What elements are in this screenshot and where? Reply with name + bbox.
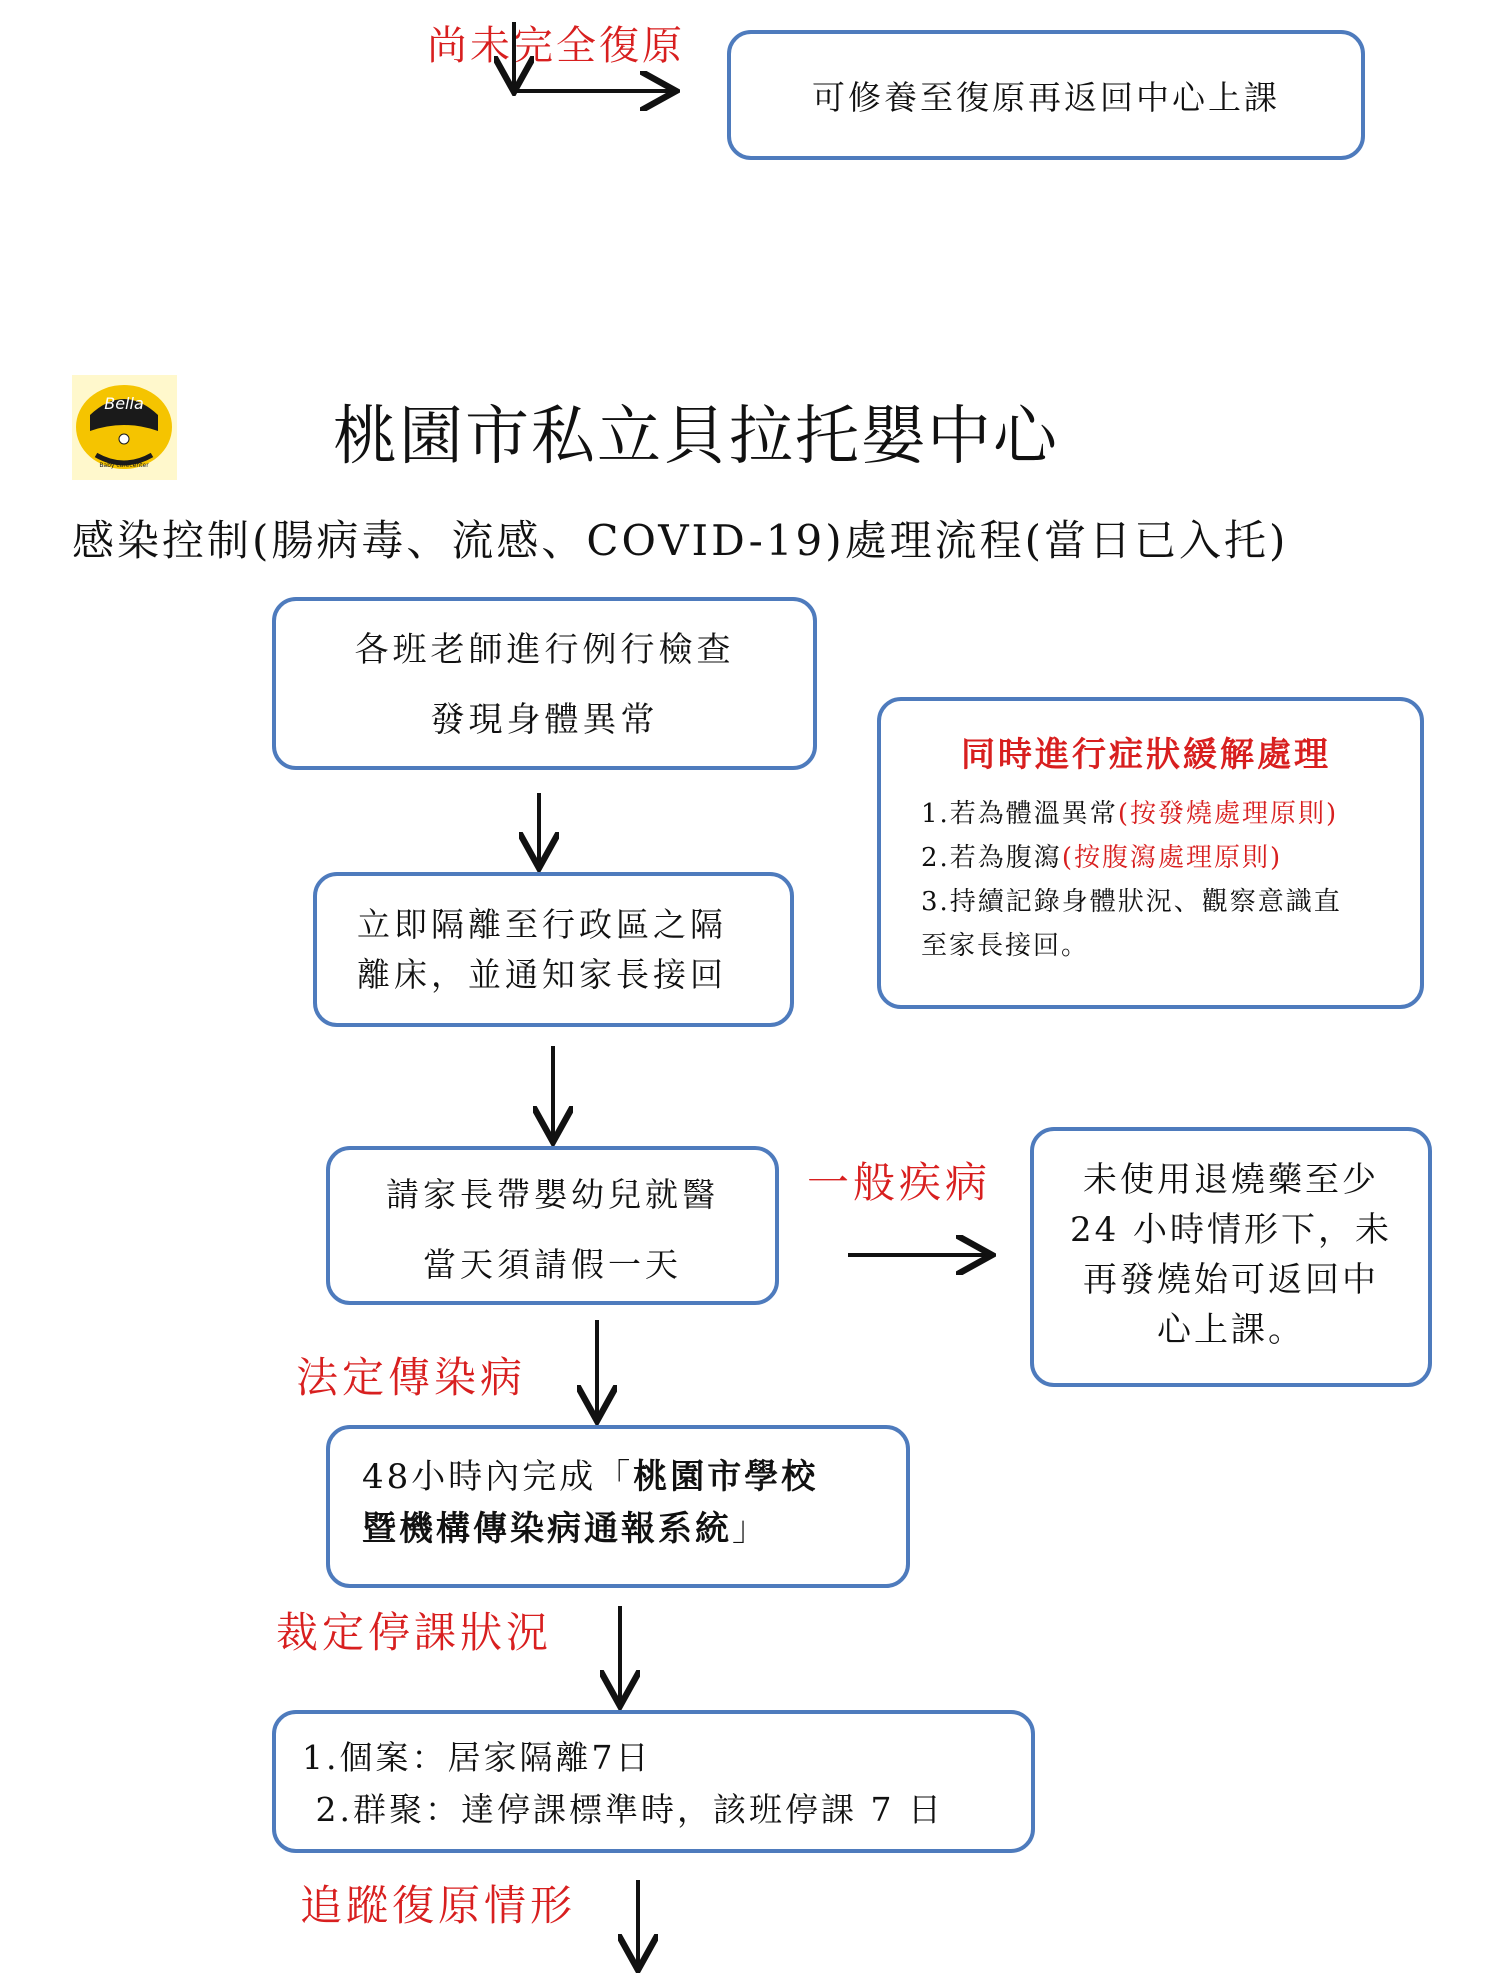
symptom-relief-title: 同時進行症狀緩解處理	[961, 735, 1331, 775]
label-not-recovered: 尚未完全復原	[427, 23, 685, 69]
flow-title: 感染控制(腸病毒、流感、COVID-19)處理流程(當日已入托)	[72, 516, 1289, 565]
label-track-recovery: 追蹤復原情形	[300, 1881, 577, 1930]
report-line-1-prefix: 48小時內完成「	[362, 1457, 634, 1497]
isolate-line-1: 立即隔離至行政區之隔	[357, 905, 727, 944]
see-doctor-line-2: 當天須請假一天	[423, 1245, 682, 1284]
report-line-2-suffix: 」	[732, 1509, 769, 1549]
routine-check-line-2: 發現身體異常	[430, 700, 659, 740]
box-rest-until-recovered-text: 可修養至復原再返回中心上課	[812, 77, 1280, 117]
routine-check-line-1: 各班老師進行例行檢查	[354, 630, 735, 670]
suspension-rule-2: 2.群聚：達停課標準時，該班停課 7 日	[302, 1790, 944, 1829]
label-general-illness: 一般疾病	[807, 1158, 992, 1207]
relief-item-1-note: (按發燒處理原則)	[1117, 799, 1339, 829]
fever-rule-line-1: 未使用退燒藥至少	[1083, 1160, 1379, 1200]
fever-rule-line-3: 再發燒始可返回中	[1083, 1260, 1379, 1300]
logo-text: Bella	[104, 394, 144, 413]
report-line-1-bold: 桃園市學校	[633, 1457, 819, 1497]
logo-subtext: Baby carecenter	[99, 462, 149, 469]
fever-rule-line-4: 心上課。	[1157, 1310, 1305, 1350]
relief-item-3-line-2: 至家長接回。	[921, 931, 1090, 961]
see-doctor-line-1: 請家長帶嬰幼兒就醫	[386, 1175, 719, 1214]
suspension-rule-1: 1.個案：居家隔離7日	[302, 1738, 652, 1777]
isolate-line-2: 離床，並通知家長接回	[357, 955, 727, 994]
relief-item-2-note: (按腹瀉處理原則)	[1061, 843, 1283, 873]
report-line-2-bold: 暨機構傳染病通報系統	[362, 1509, 732, 1549]
label-notifiable-disease: 法定傳染病	[296, 1353, 527, 1402]
label-suspension-decision: 裁定停課狀況	[276, 1608, 553, 1657]
relief-item-2-text: 2.若為腹瀉	[921, 843, 1062, 873]
org-title: 桃園市私立貝拉托嬰中心	[333, 400, 1059, 474]
relief-item-3-line-1: 3.持續記錄身體狀況、觀察意識直	[921, 887, 1342, 917]
relief-item-1-text: 1.若為體溫異常	[921, 799, 1118, 829]
fever-rule-line-2: 24 小時情形下，未	[1069, 1210, 1393, 1250]
